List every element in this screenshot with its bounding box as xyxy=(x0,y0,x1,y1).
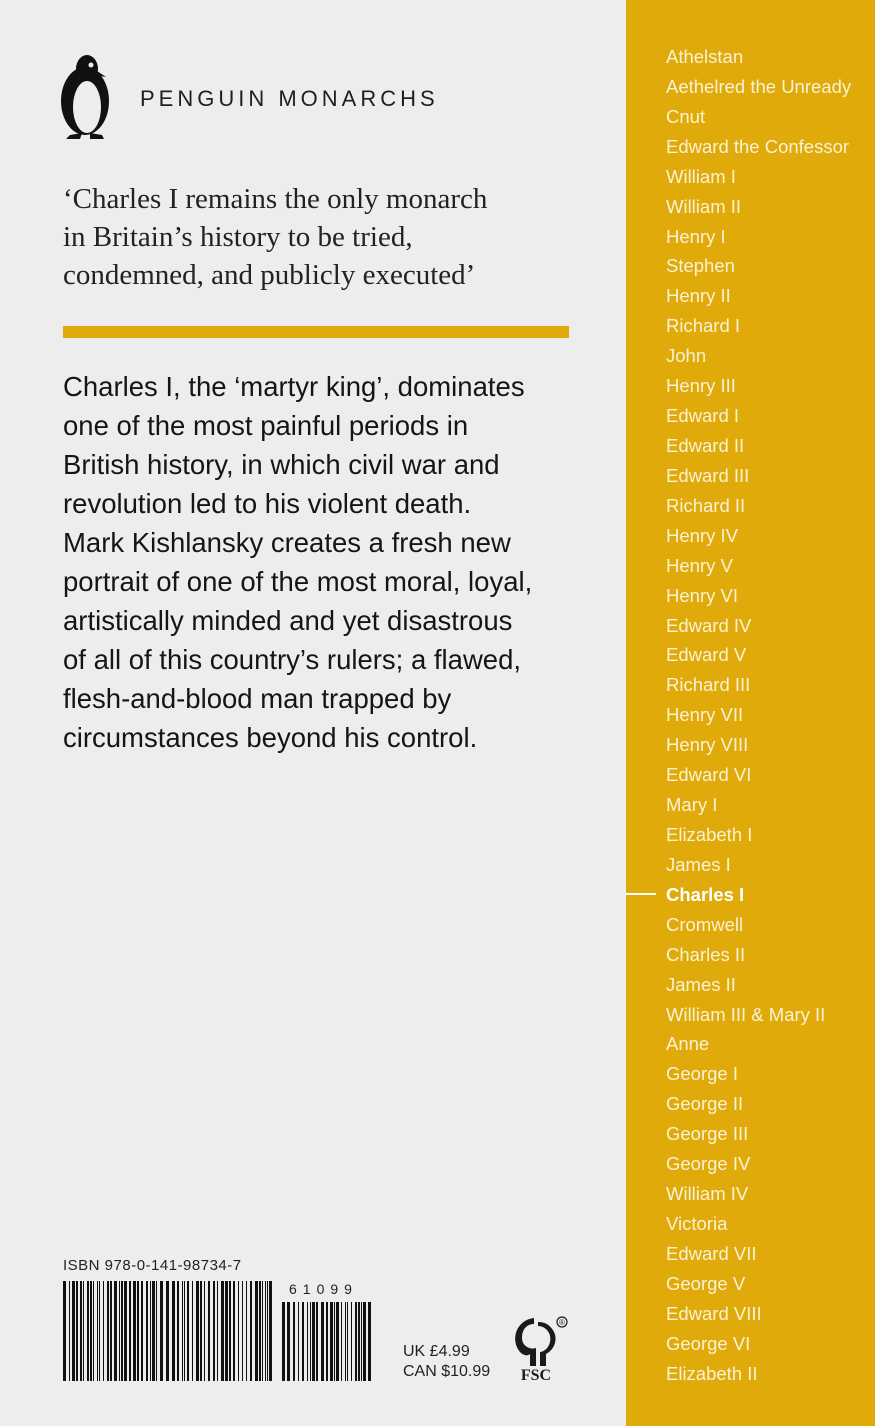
monarch-list-item: Cromwell xyxy=(666,913,744,935)
barcode-icon xyxy=(63,1281,273,1381)
monarch-list-item: Edward VI xyxy=(666,764,752,786)
monarch-list-item: Aethelred the Unready xyxy=(666,75,852,97)
monarch-list-item: James I xyxy=(666,853,731,875)
price-uk: UK £4.99 xyxy=(403,1343,470,1360)
blurb-line: Charles I, the ‘martyr king’, dominates xyxy=(63,371,525,402)
monarch-list-item: Victoria xyxy=(666,1212,728,1234)
monarch-list-item: Edward II xyxy=(666,434,745,456)
monarch-list-item: Edward VIII xyxy=(666,1302,762,1324)
monarch-list-item: Edward III xyxy=(666,464,750,486)
monarch-list-item: Mary I xyxy=(666,794,718,816)
monarch-list-item: Stephen xyxy=(666,255,735,277)
monarch-list-item: Henry VIII xyxy=(666,734,749,756)
monarch-list-item: George II xyxy=(666,1093,744,1115)
monarch-list-item: William IV xyxy=(666,1183,749,1205)
monarch-list-item: Charles I xyxy=(666,883,745,905)
series-name: PENGUIN MONARCHS xyxy=(140,86,439,111)
monarch-list-item: Charles II xyxy=(666,943,746,965)
current-monarch-marker xyxy=(626,893,656,895)
monarch-list-item: Elizabeth I xyxy=(666,823,753,845)
barcode-addon-icon xyxy=(282,1302,374,1381)
monarch-list-item: Anne xyxy=(666,1033,710,1055)
blurb-line: Mark Kishlansky creates a fresh new xyxy=(63,527,511,558)
price-block xyxy=(403,1342,490,1382)
monarch-list-item: Henry VII xyxy=(666,704,744,726)
monarch-list-item: Henry II xyxy=(666,285,731,307)
fsc-tree-icon xyxy=(506,1314,570,1382)
monarch-list-item: George IV xyxy=(666,1153,751,1175)
monarch-list-item: William III & Mary II xyxy=(666,1003,826,1025)
monarch-list-item: George V xyxy=(666,1272,746,1294)
monarch-list-item: Richard II xyxy=(666,494,746,516)
monarch-list-item: William II xyxy=(666,195,742,217)
monarch-list xyxy=(666,42,851,1388)
monarch-list-item: Henry V xyxy=(666,554,733,576)
monarch-list-item: George I xyxy=(666,1063,738,1085)
barcode-addon-digits: 61099 xyxy=(289,1281,358,1297)
blurb-line: flesh-and-blood man trapped by xyxy=(63,683,452,714)
monarch-list-item: Henry III xyxy=(666,375,736,397)
monarch-list-item: George III xyxy=(666,1123,749,1145)
monarch-list-item: James II xyxy=(666,973,736,995)
blurb-line: circumstances beyond his control. xyxy=(63,722,478,753)
fsc-registered-mark: ® xyxy=(559,1318,565,1327)
monarch-list-item: Henry VI xyxy=(666,584,738,606)
monarch-list-item: William I xyxy=(666,165,736,187)
monarch-list-item: Cnut xyxy=(666,105,706,127)
penguin-icon xyxy=(58,47,112,141)
blurb xyxy=(63,367,583,757)
quote-line: ‘Charles I remains the only monarch xyxy=(63,183,488,215)
monarch-list-item: Edward the Confessor xyxy=(666,135,850,157)
monarch-list-item: Athelstan xyxy=(666,46,744,67)
blurb-line: one of the most painful periods in xyxy=(63,410,469,441)
fsc-label: FSC xyxy=(520,1367,552,1382)
blurb-line: revolution led to his violent death. xyxy=(63,488,472,519)
pull-quote xyxy=(63,180,563,294)
monarch-list-item: Edward I xyxy=(666,405,740,427)
blurb-line: artistically minded and yet disastrous xyxy=(63,605,513,636)
monarch-list-item: Edward IV xyxy=(666,614,752,636)
monarch-list-item: Elizabeth II xyxy=(666,1362,758,1384)
price-can: CAN $10.99 xyxy=(403,1363,491,1380)
quote-line: condemned, and publicly executed’ xyxy=(63,259,476,291)
monarch-list-item: Henry IV xyxy=(666,524,738,546)
monarch-list-item: Henry I xyxy=(666,225,726,247)
divider-bar xyxy=(63,326,569,338)
monarch-list-item: Richard I xyxy=(666,315,741,337)
monarch-list-item: John xyxy=(666,345,707,367)
monarch-list-item: Richard III xyxy=(666,674,751,696)
isbn: ISBN 978-0-141-98734-7 xyxy=(63,1257,242,1274)
blurb-line: portrait of one of the most moral, loyal, xyxy=(63,566,533,597)
quote-line: in Britain’s history to be tried, xyxy=(63,221,413,253)
blurb-line: British history, in which civil war and xyxy=(63,449,500,480)
monarch-list-item: Edward VII xyxy=(666,1242,757,1264)
blurb-line: of all of this country’s rulers; a flawed, xyxy=(63,644,522,675)
monarch-list-item: George VI xyxy=(666,1332,751,1354)
monarch-list-item: Edward V xyxy=(666,644,747,666)
